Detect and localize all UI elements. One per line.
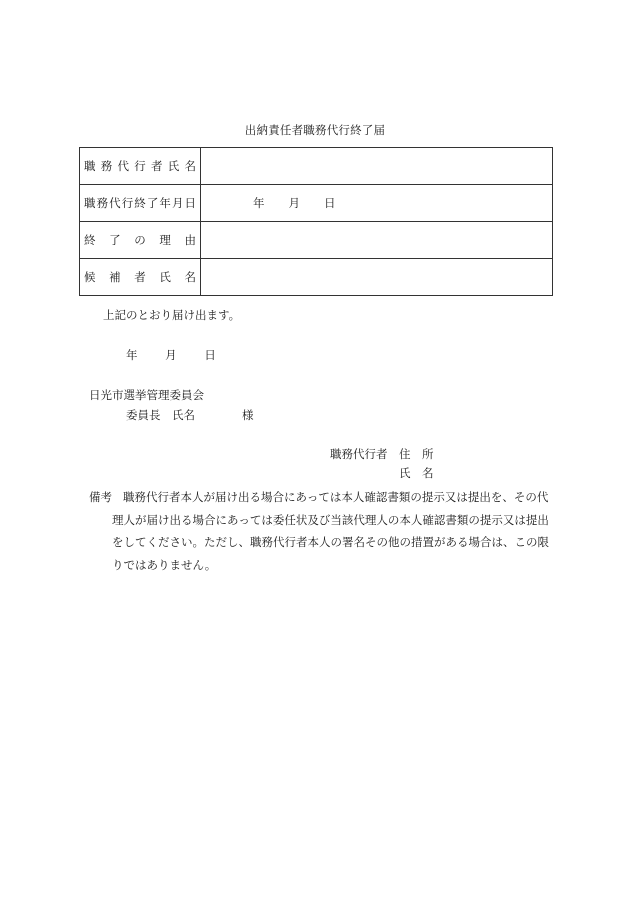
end-date-field[interactable] <box>201 185 553 222</box>
remarks-heading: 備考 <box>89 490 112 504</box>
form-title: 出納責任者職務代行終了届 <box>244 123 386 137</box>
name-label: 氏 名 <box>399 466 434 480</box>
recipient-org: 日光市選挙管理委員会 <box>89 388 204 402</box>
month-label: 月 <box>165 348 177 362</box>
remarks <box>89 486 555 576</box>
remarks-text: 職務代行者本人が届け出る場合にあっては本人確認書類の提示又は提出を、その代理人が届け出る場合にあっては委任状及び当該代理人の本人確認書類の提示又は提出をしてください。ただし、職務代行者本人の署名その他の措置がある場合は、この限りではありません。 <box>112 490 549 572</box>
label-text: 終 了 の 理 由 <box>84 233 196 247</box>
label-text: 候 補 者 氏 名 <box>84 270 196 284</box>
table-row <box>80 148 553 185</box>
candidate-name-field[interactable] <box>201 259 553 296</box>
label-reason <box>80 222 201 259</box>
form-table <box>79 147 553 296</box>
day-label: 日 <box>324 196 336 210</box>
day-label: 日 <box>204 348 216 362</box>
table-row <box>80 185 553 222</box>
label-acting-name <box>80 148 201 185</box>
table-row <box>80 259 553 296</box>
label-end-date <box>80 185 201 222</box>
label-text: 職 務 代 行 終 了 年 月 日 <box>84 196 196 210</box>
recipient-chair: 委員長 氏名 <box>126 408 195 422</box>
reason-field[interactable] <box>201 222 553 259</box>
submit-date <box>126 347 216 363</box>
statement: 上記のとおり届け出ます。 <box>103 308 241 322</box>
year-label: 年 <box>126 348 138 362</box>
recipient-honorific: 様 <box>242 408 254 422</box>
address-label: 住 所 <box>399 447 434 461</box>
label-candidate-name <box>80 259 201 296</box>
label-text: 職 務 代 行 者 氏 名 <box>84 159 196 173</box>
submitter-role: 職務代行者 <box>330 447 388 461</box>
acting-name-field[interactable] <box>201 148 553 185</box>
table-row <box>80 222 553 259</box>
month-label: 月 <box>288 196 300 210</box>
year-label: 年 <box>253 196 265 210</box>
